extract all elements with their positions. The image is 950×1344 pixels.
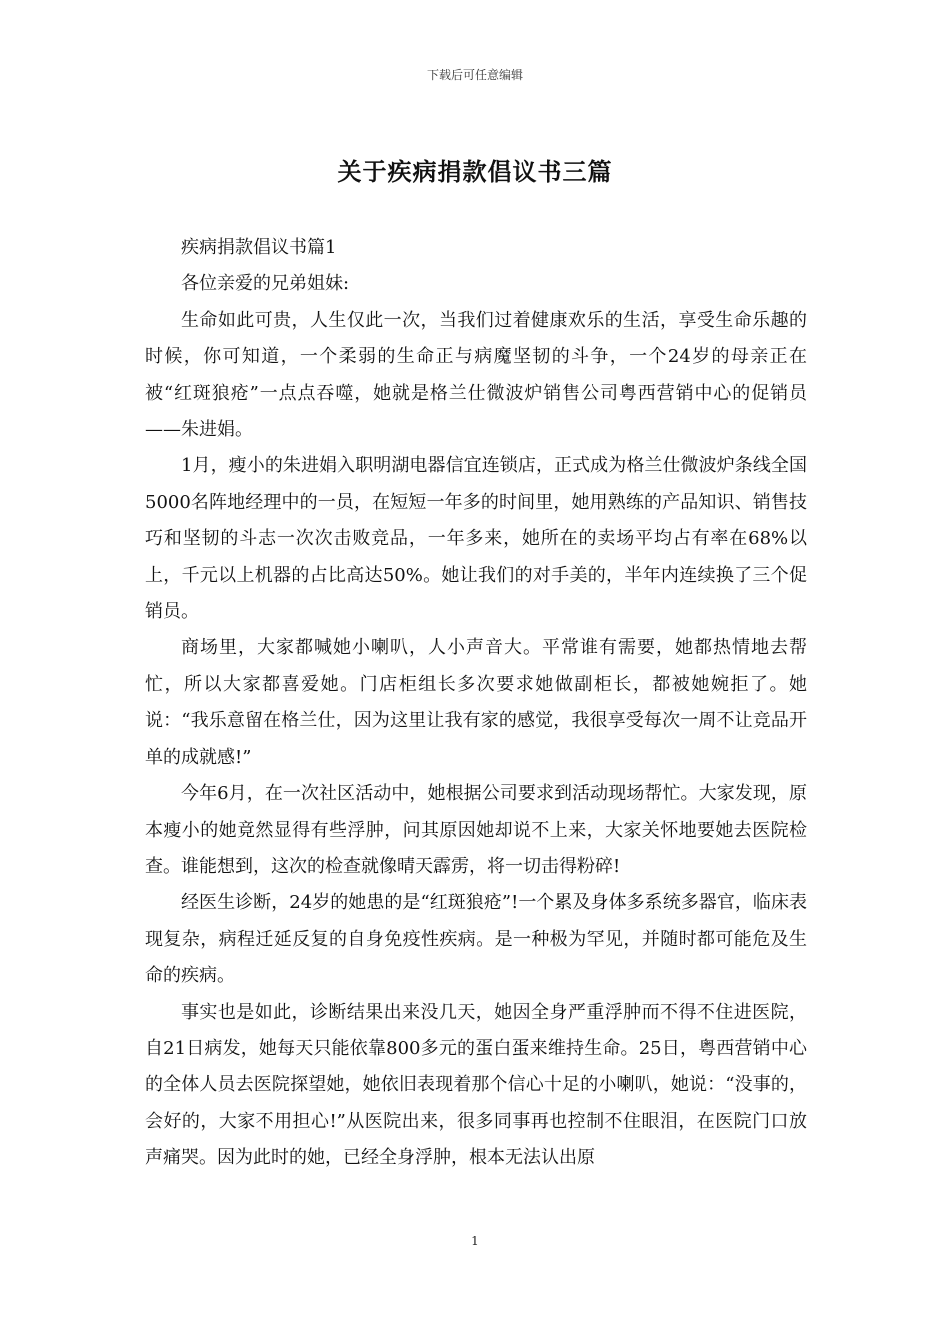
body-paragraph: 商场里，大家都喊她小喇叭，人小声音大。平常谁有需要，她都热情地去帮忙，所以大家都喜爱她。门店柜组长多次要求她做副柜长，都被她婉拒了。她说：“我乐意留在格兰仕，因为这里让我有家的感觉，我很享受每次一周不让竞品开单的成就感!” xyxy=(145,637,807,768)
salutation: 各位亲爱的兄弟姐妹: xyxy=(181,273,350,295)
body-paragraph: 生命如此可贵，人生仅此一次，当我们过着健康欢乐的生活，享受生命乐趣的时候，你可知道，一个柔弱的生命正与病魔坚韧的斗争，一个24岁的母亲正在被“红斑狼疮”一点点吞噬，她就是格兰仕微波炉销售公司粤西营销中心的促销员——朱进娟。 xyxy=(145,309,807,441)
header-note: 下载后可任意编辑 xyxy=(426,68,523,82)
body-paragraph: 经医生诊断，24岁的她患的是“红斑狼疮”!一个累及身体多系统多器官，临床表现复杂，病程迁延反复的自身免疫性疾病。是一种极为罕见，并随时都可能危及生命的疾病。 xyxy=(145,892,807,987)
body-paragraph: 事实也是如此，诊断结果出来没几天，她因全身严重浮肿而不得不住进医院，自21日病发，她每天只能依靠800多元的蛋白蛋来维持生命。25日，粤西营销中心的全体人员去医院探望她，她依旧表现着那个信心十足的小喇叭，她说：“没事的，会好的，大家不用担心!”从医院出来，很多同事再也控制不住眼泪，在医院门口放声痛哭。因为此时的她，已经全身浮肿，根本无法认出原 xyxy=(145,1001,807,1169)
section-heading: 疾病捐款倡议书篇1 xyxy=(181,237,337,258)
body-paragraph: 今年6月，在一次社区活动中，她根据公司要求到活动现场帮忙。大家发现，原本瘦小的她竟然显得有些浮肿，问其原因她却说不上来，大家关怀地要她去医院检查。谁能想到，这次的检查就像晴天霹雳，将一切击得粉碎! xyxy=(145,783,807,877)
body-paragraph: 1月，瘦小的朱进娟入职明湖电器信宜连锁店，正式成为格兰仕微波炉条线全国5000名阵地经理中的一员，在短短一年多的时间里，她用熟练的产品知识、销售技巧和坚韧的斗志一次次击败竞品，一年多来，她所在的卖场平均占有率在68%以上，千元以上机器的占比高达50%。她让我们的对手美的，半年内连续换了三个促销员。 xyxy=(145,455,807,623)
page-number: 1 xyxy=(471,1234,479,1248)
document-body xyxy=(145,230,807,1177)
document-title: 关于疾病捐款倡议书三篇 xyxy=(337,157,613,186)
